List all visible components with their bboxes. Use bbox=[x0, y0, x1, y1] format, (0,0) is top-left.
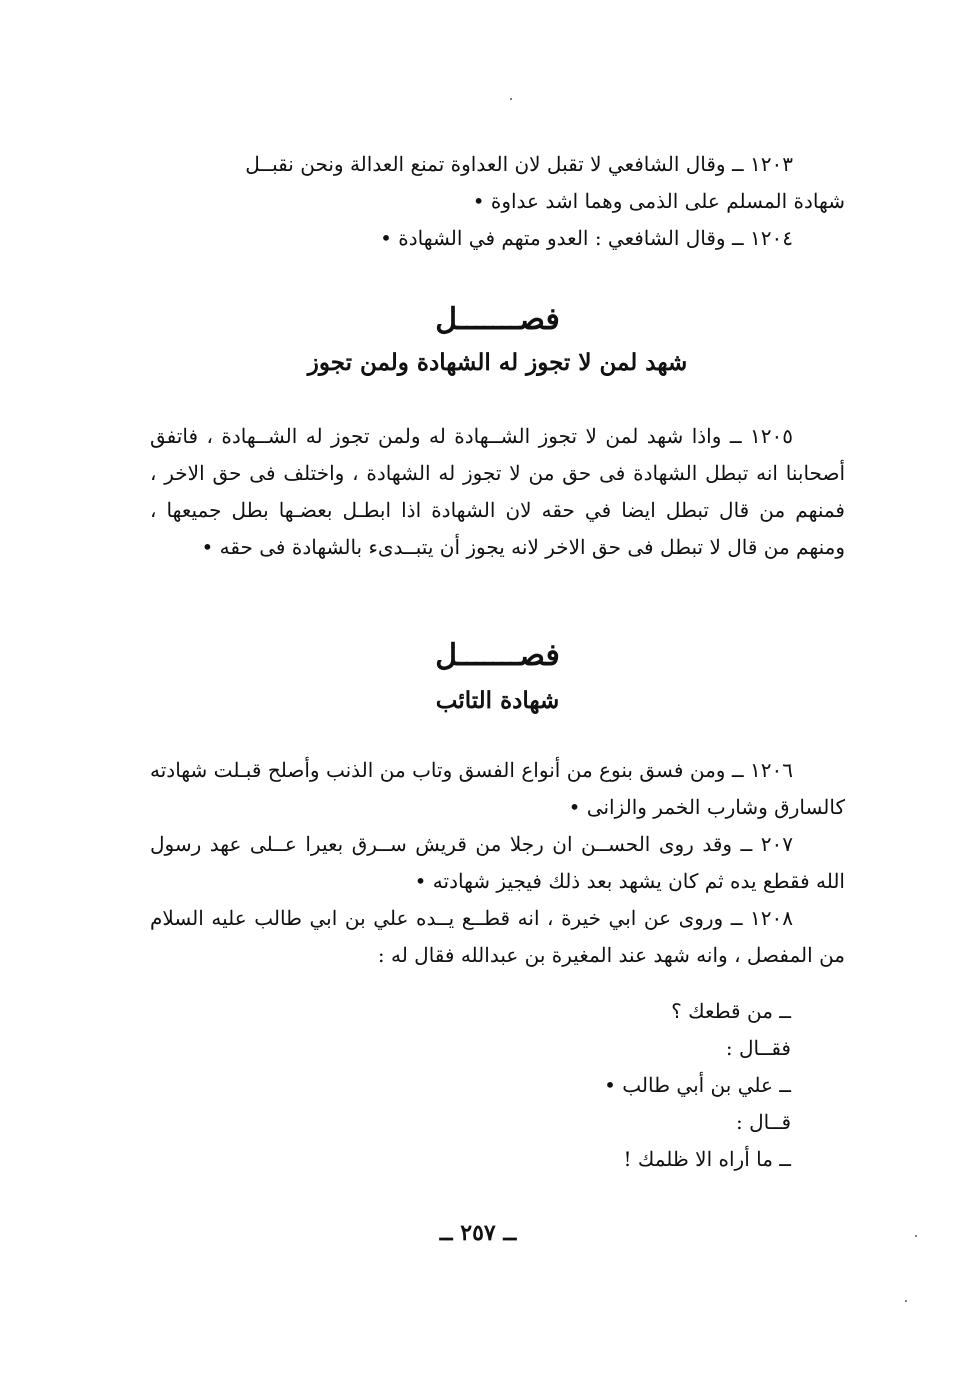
section-title-1: شهد لمن لا تجوز له الشهادة ولمن تجوز bbox=[307, 349, 688, 376]
paragraph-1206: ١٢٠٦ ــ ومن فسق بنوع من أنواع الفسق وتاب من الذنب وأصلح قبـلت شهادته كالسارق وشارب الخمر والزانى • bbox=[150, 758, 845, 819]
scan-speck bbox=[905, 1300, 907, 1302]
paragraph-1207: ٢٠٧ ــ وقد روى الحســن ان رجلا من قريش ســرق بعيرا عــلى عهد رسول الله فقطع يده ثم كان يشهد بعد ذلك فيجيز شهادته • bbox=[150, 832, 845, 893]
section-1206-1208 bbox=[150, 752, 845, 974]
paragraph-1208: ١٢٠٨ ــ وروى عن ابي خيرة ، انه قطــع يــده علي بن ابي طالب عليه السلام من المفصل ، وانه شهد عند المغيرة بن عبدالله فقال له : bbox=[150, 906, 845, 967]
section-heading-fasl-1: فصـــــــل bbox=[435, 302, 560, 337]
page-number: ــ ٢٥٧ ــ bbox=[439, 1220, 517, 1246]
section-heading-fasl-2: فصـــــــل bbox=[435, 638, 560, 673]
section-title-2: شهادة التائب bbox=[435, 687, 560, 714]
paragraph-1203-line2: شهادة المسلم على الذمى وهما اشد عداوة • bbox=[472, 189, 845, 213]
dialogue-line: ــ من قطعك ؟ bbox=[671, 999, 791, 1023]
section-1204 bbox=[150, 146, 845, 257]
dialogue-line: فقــال : bbox=[725, 1036, 791, 1060]
paragraph-1203-line1: ١٢٠٣ ــ وقال الشافعي لا تقبل لان العداوة تمنع العدالة ونحن نقبــل bbox=[245, 152, 793, 176]
scan-speck bbox=[510, 98, 512, 100]
dialogue-line: ــ علي بن أبي طالب • bbox=[604, 1073, 791, 1097]
section-1205 bbox=[150, 418, 845, 566]
paragraph-1204: ١٢٠٤ ــ وقال الشافعي : العدو متهم في الشهادة • bbox=[380, 226, 793, 250]
dialogue-block bbox=[371, 993, 791, 1178]
paragraph-1205: ١٢٠٥ ــ واذا شهد لمن لا تجوز الشــهادة له ولمن تجوز له الشــهادة ، فاتفق أصحابنا انه تبطل الشهادة فى حق من لا تجوز له الشهادة ، واختلف فى حق الاخر ، فمنهم من قال تبطل ايضا في حقه لان الشهادة اذا ابطـل بعضـها بطل جميعها ، ومنهم من قال لا تبطل فى حق الاخر لانه يجوز أن يتبــدىء بالشهادة فى حقه • bbox=[150, 424, 845, 559]
dialogue-line: ــ ما أراه الا ظلمك ! bbox=[623, 1147, 791, 1171]
dialogue-line: قــال : bbox=[736, 1110, 791, 1134]
